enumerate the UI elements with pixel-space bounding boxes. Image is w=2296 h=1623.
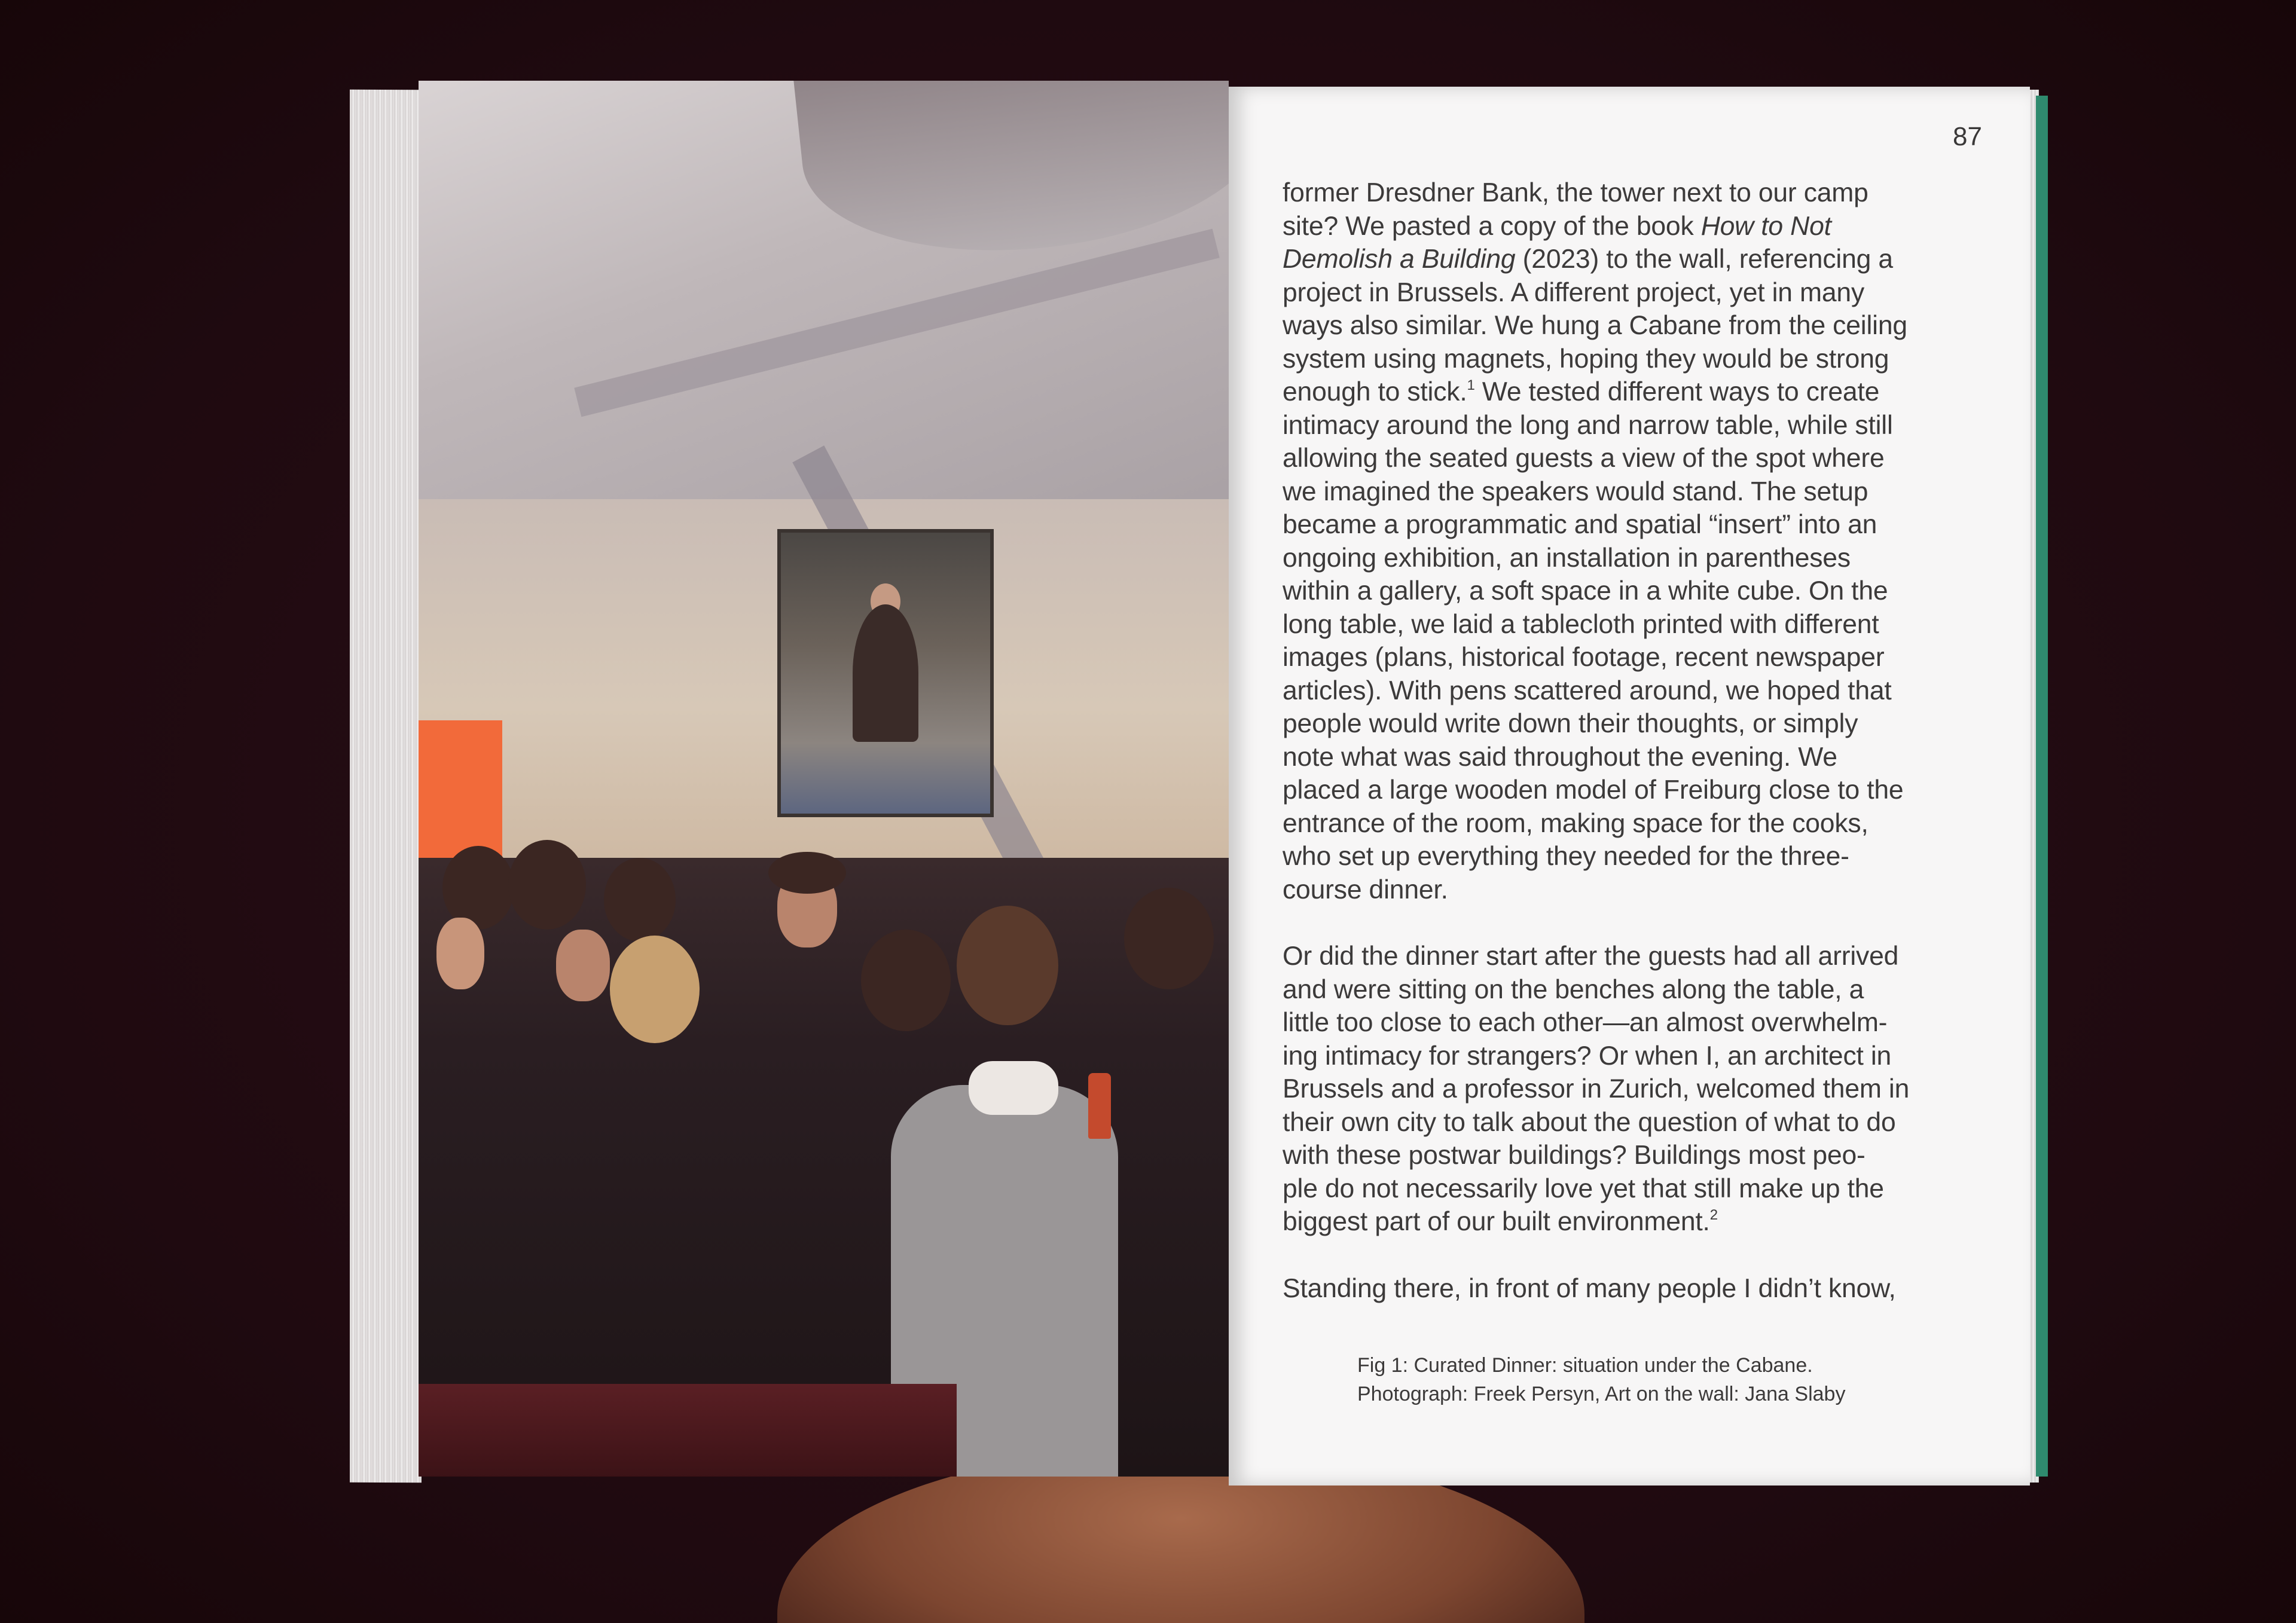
paragraph-2-text: Or did the dinner start after the guests had all arrived and were sitting on the benches along the table, a little too close to each other—an almost overwhelm- ing intimacy for strangers? Or when I, an architect in Brussels and a professor in Zurich, welcomed them in their own city to talk about the question of what to do with these postwar buildings? Buildings most peo- ple do not necessarily love yet that still make up the biggest part of our built environment. — [1283, 942, 1910, 1236]
left-page-stack — [350, 90, 422, 1483]
guest-head — [442, 846, 514, 930]
paragraph-1 — [1283, 176, 2000, 906]
wall-artwork — [777, 529, 994, 817]
footnote-marker-2: 2 — [1709, 1207, 1718, 1223]
paragraph-1-intro: former Dresdner Bank, the tower next to our camp site? We pasted a copy of the book — [1283, 178, 1868, 241]
guest-head — [610, 936, 700, 1043]
footnote-marker-1: 1 — [1467, 377, 1475, 393]
page-number: 87 — [1953, 122, 1982, 151]
white-collar — [969, 1061, 1058, 1115]
caption-line-2: Photograph: Freek Persyn, Art on the wall: Jana Slaby — [1357, 1383, 1846, 1405]
artwork-figure — [853, 604, 918, 742]
paragraph-2 — [1283, 940, 2000, 1239]
book-title: How to Not Demolish a Building — [1283, 211, 1831, 274]
guest-head — [604, 858, 676, 942]
guest-head — [957, 906, 1058, 1025]
paragraph-3: Standing there, in front of many people I didn’t know, — [1283, 1273, 1896, 1303]
guest-head — [861, 930, 951, 1031]
dinner-photo — [419, 81, 1229, 1477]
book-spine-edge — [2036, 96, 2048, 1477]
figure-caption — [1357, 1351, 1955, 1408]
guest-head — [768, 852, 846, 894]
table-cloth — [419, 1384, 957, 1477]
guest-head — [1124, 888, 1214, 989]
guest-head — [508, 840, 586, 930]
ketchup-bottle — [1088, 1073, 1111, 1139]
guest-face — [436, 918, 484, 989]
caption-line-1: Fig 1: Curated Dinner: situation under the Cabane. — [1357, 1354, 1813, 1377]
guest-face — [556, 930, 610, 1001]
paragraph-1-after-title: (2023) to the wall, referencing a project in Brussels. A different project, yet in many ways also similar. We hung a Cabane from the ceiling system using magnets, hoping they would be strong enough to stick. — [1283, 244, 1907, 406]
paragraph-1-rest: We tested different ways to create intimacy around the long and narrow table, while still allowing the seated guests a view of the spot where we imagined the speakers would stand. The setup became a programmatic and spatial “insert” into an ongoing exhibition, an installation in parentheses within a gallery, a soft space in a white cube. On the long table, we laid a tablecloth printed with different images (plans, historical footage, recent newspaper articles). With pens scattered around, we hoped that people would write down their thoughts, or simply note what was said throughout the evening. We placed a large wooden model of Freiburg close to the entrance of the room, making space for the cooks, who set up everything they needed for the three- course dinner. — [1283, 377, 1904, 904]
body-text — [1283, 176, 2000, 1338]
text-page — [1229, 87, 2030, 1486]
